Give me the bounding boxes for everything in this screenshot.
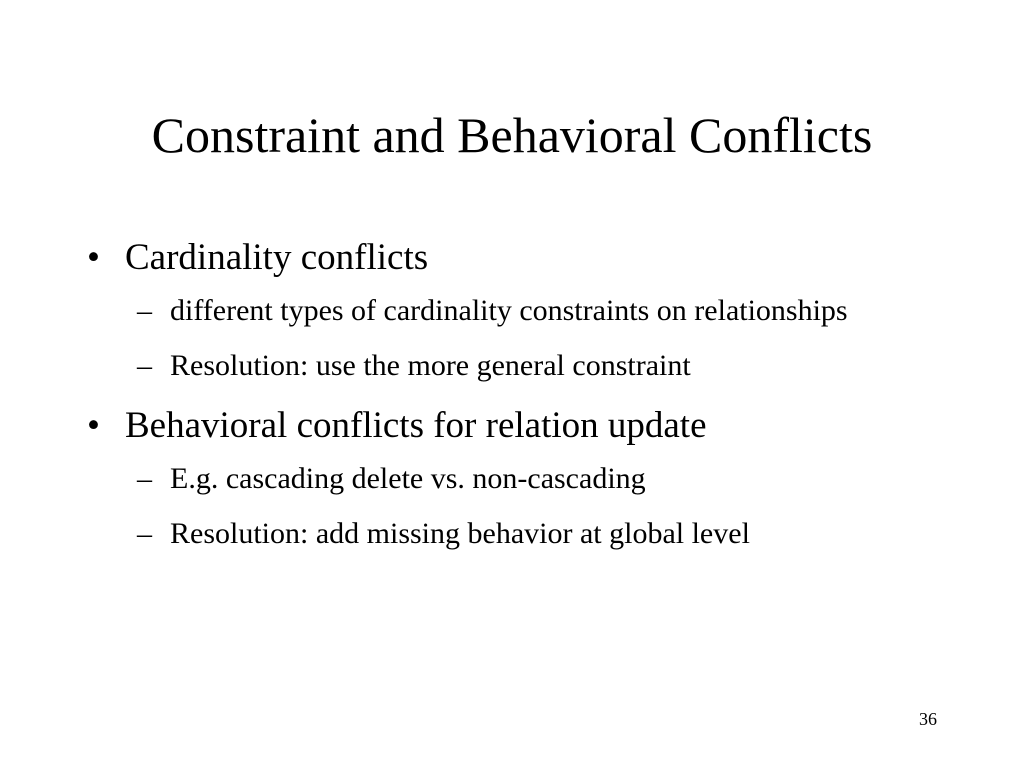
subitem-different-types <box>137 290 987 332</box>
subitem-text: Resolution: use the more general constraint <box>170 349 691 382</box>
dash-marker: – <box>137 517 152 550</box>
slide-body <box>87 232 987 568</box>
bullet-text: Cardinality conflicts <box>125 237 429 278</box>
subitem-text: different types of cardinality constraints on relationships <box>170 294 848 327</box>
subitem-resolution-general-constraint <box>137 345 987 387</box>
page-number: 36 <box>919 709 937 729</box>
bullet-behavioral-conflicts <box>87 400 987 452</box>
bullet-marker: • <box>87 405 100 446</box>
subitem-cascading-delete <box>137 458 987 500</box>
bullet-text: Behavioral conflicts for relation update <box>125 405 707 446</box>
subitem-text: E.g. cascading delete vs. non-cascading <box>170 462 646 495</box>
slide-title: Constraint and Behavioral Conflicts <box>151 107 873 163</box>
subitem-list <box>87 290 987 387</box>
dash-marker: – <box>137 294 152 327</box>
subitem-list <box>87 458 987 555</box>
bullet-marker: • <box>87 237 100 278</box>
subitem-resolution-missing-behavior <box>137 513 987 555</box>
dash-marker: – <box>137 462 152 495</box>
subitem-text: Resolution: add missing behavior at global level <box>170 517 750 550</box>
bullet-cardinality-conflicts <box>87 232 987 284</box>
dash-marker: – <box>137 349 152 382</box>
